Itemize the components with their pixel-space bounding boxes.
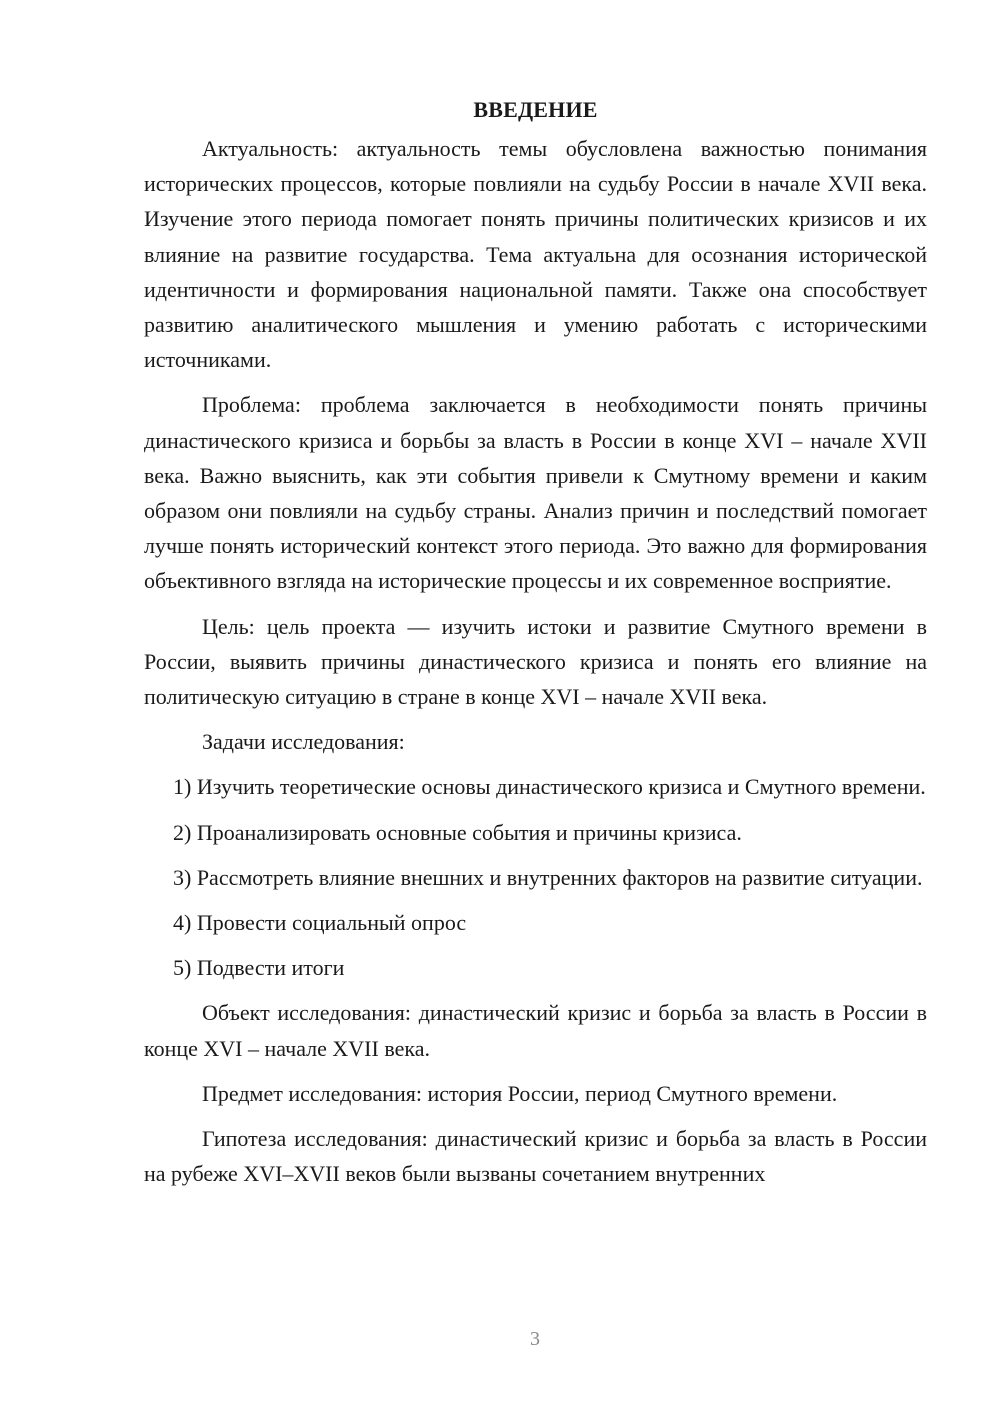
document-page	[144, 92, 927, 1201]
task-item-1: 1) Изучить теоретические основы династического кризиса и Смутного времени.	[173, 774, 926, 800]
section-heading: ВВЕДЕНИЕ	[473, 97, 598, 122]
task-item-4: 4) Провести социальный опрос	[173, 910, 467, 936]
subject-paragraph: Предмет исследования: история России, период Смутного времени.	[202, 1080, 838, 1106]
task-item-3: 3) Рассмотреть влияние внешних и внутренних факторов на развитие ситуации.	[173, 864, 923, 890]
goal-paragraph: Цель: цель проекта — изучить истоки и развитие Смутного времени в России, выявить причины династического кризиса и понять его влияние на политическую ситуацию в стране в конце XVI – начале XVII века.	[144, 613, 927, 710]
object-paragraph: Объект исследования: династический кризис и борьба за власть в России в конце XVI – начале XVII века.	[144, 1000, 927, 1061]
tasks-heading: Задачи исследования:	[202, 729, 405, 755]
relevance-paragraph: Актуальность: актуальность темы обусловлена важностью понимания исторических процессов, которые повлияли на судьбу России в начале XVII века. Изучение этого периода помогает понять причины политических кризисов и их влияние на развитие государства. Тема актуальна для осознания исторической идентичности и формирования национальной памяти. Также она способствует развитию аналитического мышления и умению работать с историческими источниками.	[144, 136, 927, 373]
hypothesis-paragraph: Гипотеза исследования: династический кризис и борьба за власть в России на рубеже XVI–XVII веков были вызваны сочетанием внутренних	[144, 1126, 927, 1187]
problem-paragraph: Проблема: проблема заключается в необходимости понять причины династического кризиса и борьбы за власть в России в конце XVI – начале XVII века. Важно выяснить, как эти события привели к Смутному времени и каким образом они повлияли на судьбу страны. Анализ причин и последствий помогает лучше понять исторический контекст этого периода. Это важно для формирования объективного взгляда на исторические процессы и их современное восприятие.	[144, 392, 927, 594]
task-item-5: 5) Подвести итоги	[173, 955, 345, 981]
task-item-2: 2) Проанализировать основные события и причины кризиса.	[173, 819, 742, 845]
page-number: 3	[530, 1328, 540, 1350]
